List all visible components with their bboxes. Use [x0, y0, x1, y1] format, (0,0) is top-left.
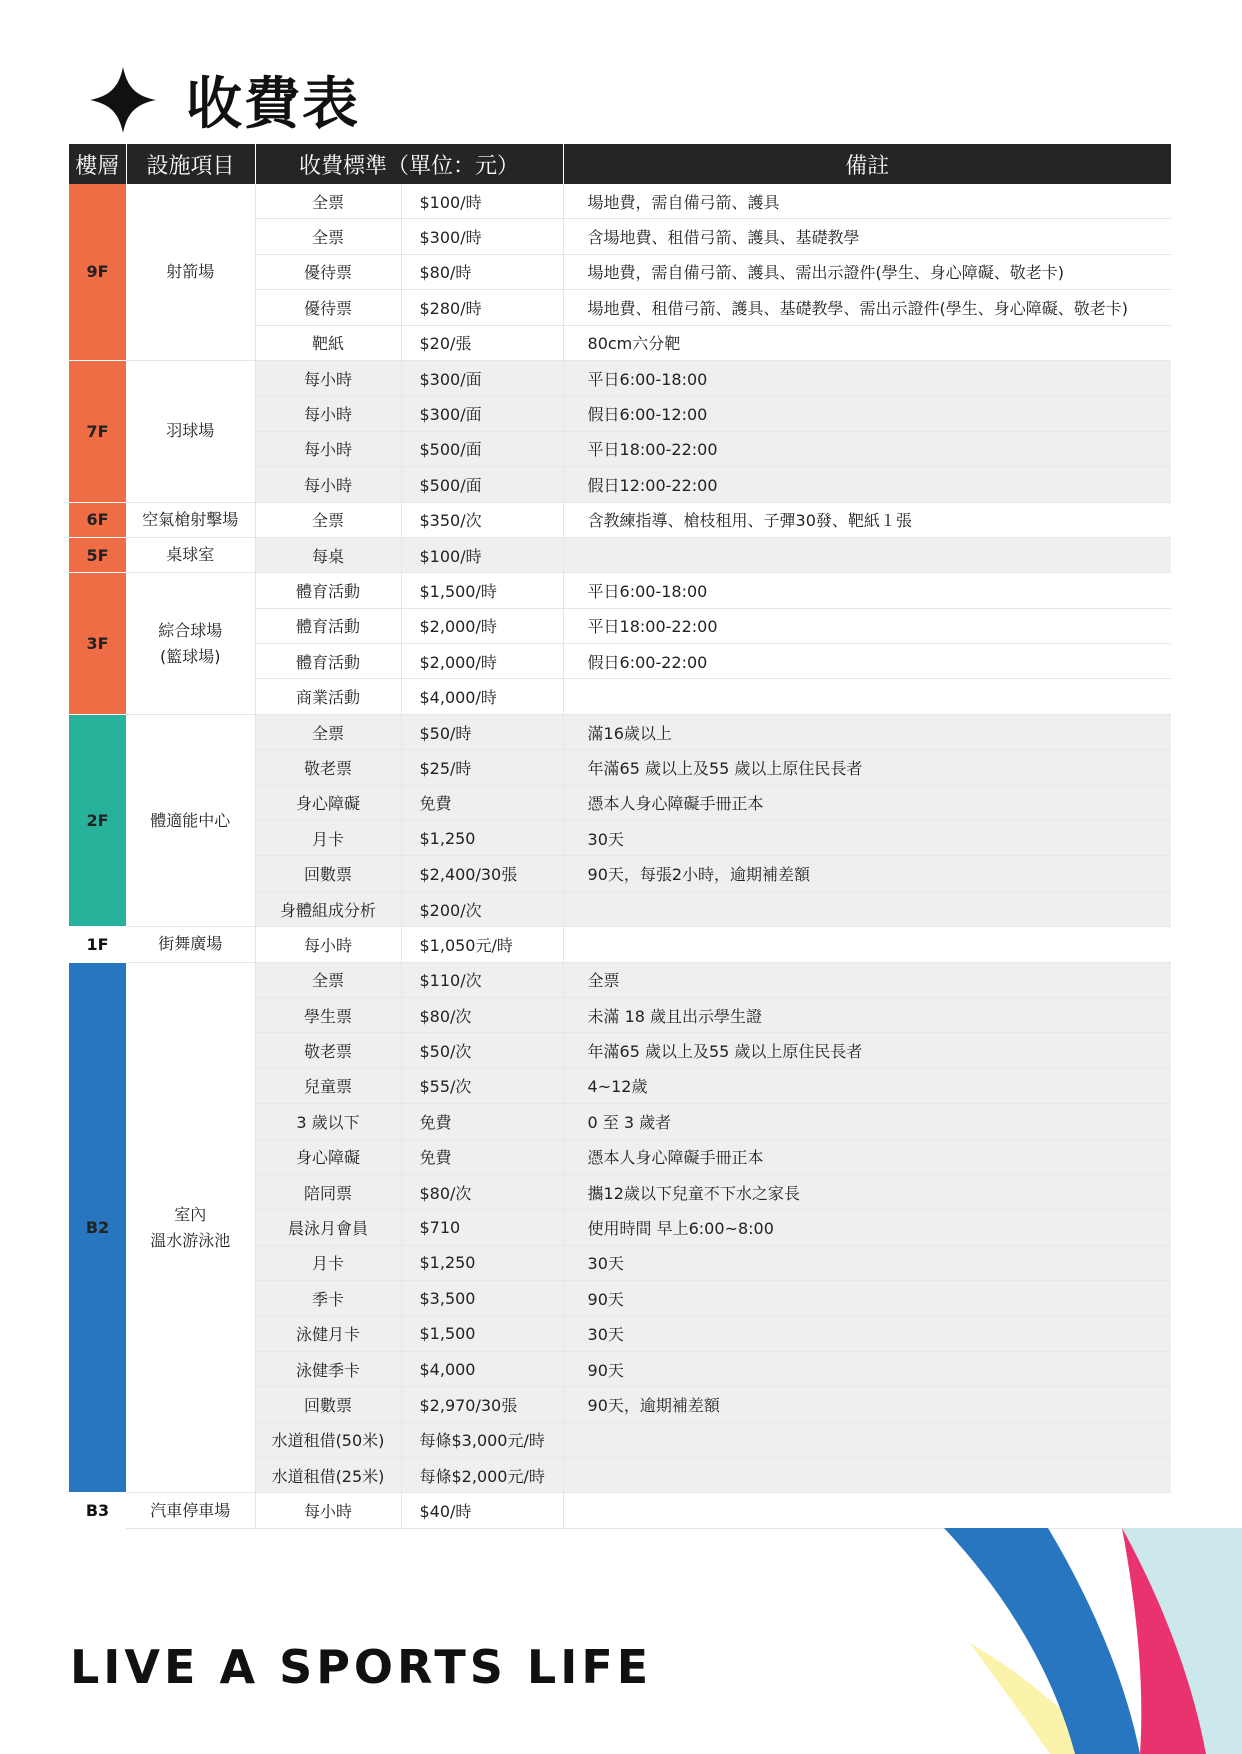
fee-type: 全票 — [255, 714, 401, 749]
fee-note: 平日18:00-22:00 — [563, 608, 1171, 643]
fee-note: 未滿 18 歲且出示學生證 — [563, 997, 1171, 1032]
fee-price: $55/次 — [401, 1068, 563, 1103]
page-title: 收費表 — [186, 72, 360, 137]
fee-type: 體育活動 — [255, 573, 401, 608]
facility-basketball — [126, 573, 255, 715]
facility-line: (籃球場) — [160, 646, 221, 666]
fee-note: 年滿65 歲以上及55 歲以上原住民長者 — [563, 750, 1171, 785]
fee-price: $100/時 — [401, 184, 563, 219]
fee-price: 免費 — [401, 785, 563, 820]
fee-type: 全票 — [255, 962, 401, 997]
fee-note — [563, 1493, 1171, 1528]
table-row — [69, 573, 1171, 608]
fee-price: $280/時 — [401, 290, 563, 325]
fee-note: 攜12歲以下兒童不下水之家長 — [563, 1174, 1171, 1209]
fee-price: $1,050元/時 — [401, 927, 563, 962]
fee-type: 回數票 — [255, 1387, 401, 1422]
fee-price: $500/面 — [401, 431, 563, 466]
decorative-color-bands — [940, 1528, 1242, 1754]
fee-price: 免費 — [401, 1139, 563, 1174]
floor-label-2f: 2F — [69, 714, 126, 926]
fee-type: 每小時 — [255, 1493, 401, 1528]
fee-type: 泳健季卡 — [255, 1351, 401, 1386]
fee-price: $80/時 — [401, 254, 563, 289]
fee-type: 優待票 — [255, 290, 401, 325]
fee-type: 敬老票 — [255, 750, 401, 785]
fee-note: 平日6:00-18:00 — [563, 573, 1171, 608]
fee-price: $2,000/時 — [401, 608, 563, 643]
fee-price: $110/次 — [401, 962, 563, 997]
fee-price: 免費 — [401, 1104, 563, 1139]
fee-note: 滿16歲以上 — [563, 714, 1171, 749]
fee-price: $4,000 — [401, 1351, 563, 1386]
table-row — [69, 927, 1171, 962]
fee-price: $500/面 — [401, 467, 563, 502]
floor-label-b2: B2 — [69, 962, 126, 1493]
fee-type: 靶紙 — [255, 325, 401, 360]
header-note: 備註 — [563, 144, 1171, 184]
facility-line: 溫水游泳池 — [150, 1230, 231, 1250]
fee-note: 30天 — [563, 1245, 1171, 1280]
fee-price: $80/次 — [401, 1174, 563, 1209]
floor-label-1f: 1F — [69, 927, 126, 962]
fee-type: 全票 — [255, 502, 401, 537]
table-header-row — [69, 144, 1171, 184]
fee-note: 30天 — [563, 821, 1171, 856]
header-fee: 收費標準（單位：元） — [255, 144, 563, 184]
facility-line: 綜合球場 — [158, 620, 223, 640]
facility-parking: 汽車停車場 — [126, 1493, 255, 1528]
fee-table — [69, 144, 1171, 1529]
fee-type: 優待票 — [255, 254, 401, 289]
fee-price: $100/時 — [401, 537, 563, 572]
table-row — [69, 502, 1171, 537]
floor-label-6f: 6F — [69, 502, 126, 537]
fee-note: 平日6:00-18:00 — [563, 360, 1171, 395]
table-row — [69, 1493, 1171, 1528]
fee-note: 場地費，需自備弓箭、護具 — [563, 184, 1171, 219]
fee-note: 年滿65 歲以上及55 歲以上原住民長者 — [563, 1033, 1171, 1068]
fee-type: 每小時 — [255, 360, 401, 395]
fee-note: 場地費，需自備弓箭、護具、需出示證件(學生、身心障礙、敬老卡) — [563, 254, 1171, 289]
fee-price: $2,000/時 — [401, 644, 563, 679]
fee-price: $710 — [401, 1210, 563, 1245]
four-point-star-icon — [90, 67, 156, 133]
fee-note: 90天 — [563, 1351, 1171, 1386]
facility-badminton: 羽球場 — [126, 360, 255, 502]
fee-price: $300/時 — [401, 219, 563, 254]
fee-price: $300/面 — [401, 360, 563, 395]
fee-type: 身體組成分析 — [255, 891, 401, 926]
facility-swimming-pool — [126, 962, 255, 1493]
fee-type: 學生票 — [255, 997, 401, 1032]
floor-label-7f: 7F — [69, 360, 126, 502]
fee-note — [563, 537, 1171, 572]
fee-type: 兒童票 — [255, 1068, 401, 1103]
fee-note: 假日12:00-22:00 — [563, 467, 1171, 502]
fee-price: $2,400/30張 — [401, 856, 563, 891]
fee-type: 每桌 — [255, 537, 401, 572]
fee-price: $25/時 — [401, 750, 563, 785]
fee-note: 憑本人身心障礙手冊正本 — [563, 785, 1171, 820]
fee-note — [563, 1458, 1171, 1493]
fee-type: 泳健月卡 — [255, 1316, 401, 1351]
fee-note — [563, 1422, 1171, 1457]
title-block — [90, 60, 360, 140]
fee-note: 全票 — [563, 962, 1171, 997]
fee-note: 0 至 3 歲者 — [563, 1104, 1171, 1139]
fee-note: 憑本人身心障礙手冊正本 — [563, 1139, 1171, 1174]
floor-label-3f: 3F — [69, 573, 126, 715]
fee-note: 30天 — [563, 1316, 1171, 1351]
fee-note — [563, 891, 1171, 926]
fee-note: 假日6:00-22:00 — [563, 644, 1171, 679]
fee-note: 含場地費、租借弓箭、護具、基礎教學 — [563, 219, 1171, 254]
fee-note — [563, 679, 1171, 714]
fee-type: 每小時 — [255, 396, 401, 431]
fee-price: $1,500/時 — [401, 573, 563, 608]
facility-archery: 射箭場 — [126, 184, 255, 360]
facility-table-tennis: 桌球室 — [126, 537, 255, 572]
fee-type: 每小時 — [255, 467, 401, 502]
fee-note: 4~12歲 — [563, 1068, 1171, 1103]
fee-price: $2,970/30張 — [401, 1387, 563, 1422]
fee-type: 月卡 — [255, 821, 401, 856]
fee-price: $1,250 — [401, 1245, 563, 1280]
fee-price: $50/時 — [401, 714, 563, 749]
fee-note: 90天 — [563, 1281, 1171, 1316]
fee-price: $4,000/時 — [401, 679, 563, 714]
fee-type: 每小時 — [255, 431, 401, 466]
fee-price: $40/時 — [401, 1493, 563, 1528]
fee-price: 每條$3,000元/時 — [401, 1422, 563, 1457]
fee-price: $20/張 — [401, 325, 563, 360]
fee-price: $50/次 — [401, 1033, 563, 1068]
fee-note — [563, 927, 1171, 962]
fee-price: $3,500 — [401, 1281, 563, 1316]
fee-note: 場地費、租借弓箭、護具、基礎教學、需出示證件(學生、身心障礙、敬老卡) — [563, 290, 1171, 325]
fee-price: $80/次 — [401, 997, 563, 1032]
fee-type: 體育活動 — [255, 644, 401, 679]
fee-type: 商業活動 — [255, 679, 401, 714]
fee-type: 體育活動 — [255, 608, 401, 643]
fee-price: $1,250 — [401, 821, 563, 856]
fee-price: $350/次 — [401, 502, 563, 537]
fee-type: 3 歲以下 — [255, 1104, 401, 1139]
header-facility: 設施項目 — [126, 144, 255, 184]
floor-label-5f: 5F — [69, 537, 126, 572]
fee-price: $1,500 — [401, 1316, 563, 1351]
fee-type: 水道租借(25米) — [255, 1458, 401, 1493]
floor-label-9f: 9F — [69, 184, 126, 360]
fee-type: 回數票 — [255, 856, 401, 891]
table-row — [69, 962, 1171, 997]
fee-type: 季卡 — [255, 1281, 401, 1316]
fee-type: 敬老票 — [255, 1033, 401, 1068]
fee-type: 水道租借(50米) — [255, 1422, 401, 1457]
fee-type: 月卡 — [255, 1245, 401, 1280]
table-row — [69, 360, 1171, 395]
fee-note: 含教練指導、槍枝租用、子彈30發、靶紙１張 — [563, 502, 1171, 537]
fee-note: 80cm六分靶 — [563, 325, 1171, 360]
fee-price: $200/次 — [401, 891, 563, 926]
fee-note: 平日18:00-22:00 — [563, 431, 1171, 466]
fee-note: 90天，每張2小時，逾期補差額 — [563, 856, 1171, 891]
fee-type: 身心障礙 — [255, 785, 401, 820]
facility-street-dance: 街舞廣場 — [126, 927, 255, 962]
fee-type: 陪同票 — [255, 1174, 401, 1209]
table-row — [69, 184, 1171, 219]
header-floor: 樓層 — [69, 144, 126, 184]
fee-type: 每小時 — [255, 927, 401, 962]
fee-note: 假日6:00-12:00 — [563, 396, 1171, 431]
fee-price: 每條$2,000元/時 — [401, 1458, 563, 1493]
fee-type: 身心障礙 — [255, 1139, 401, 1174]
fee-note: 90天，逾期補差額 — [563, 1387, 1171, 1422]
table-row — [69, 714, 1171, 749]
table-row — [69, 537, 1171, 572]
slogan: LIVE A SPORTS LIFE — [70, 1640, 653, 1694]
floor-label-b3: B3 — [69, 1493, 126, 1528]
fee-type: 晨泳月會員 — [255, 1210, 401, 1245]
fee-type: 全票 — [255, 219, 401, 254]
fee-note: 使用時間 早上6:00~8:00 — [563, 1210, 1171, 1245]
facility-air-gun: 空氣槍射擊場 — [126, 502, 255, 537]
fee-price: $300/面 — [401, 396, 563, 431]
facility-line: 室內 — [174, 1204, 207, 1224]
fee-type: 全票 — [255, 184, 401, 219]
facility-fitness: 體適能中心 — [126, 714, 255, 926]
